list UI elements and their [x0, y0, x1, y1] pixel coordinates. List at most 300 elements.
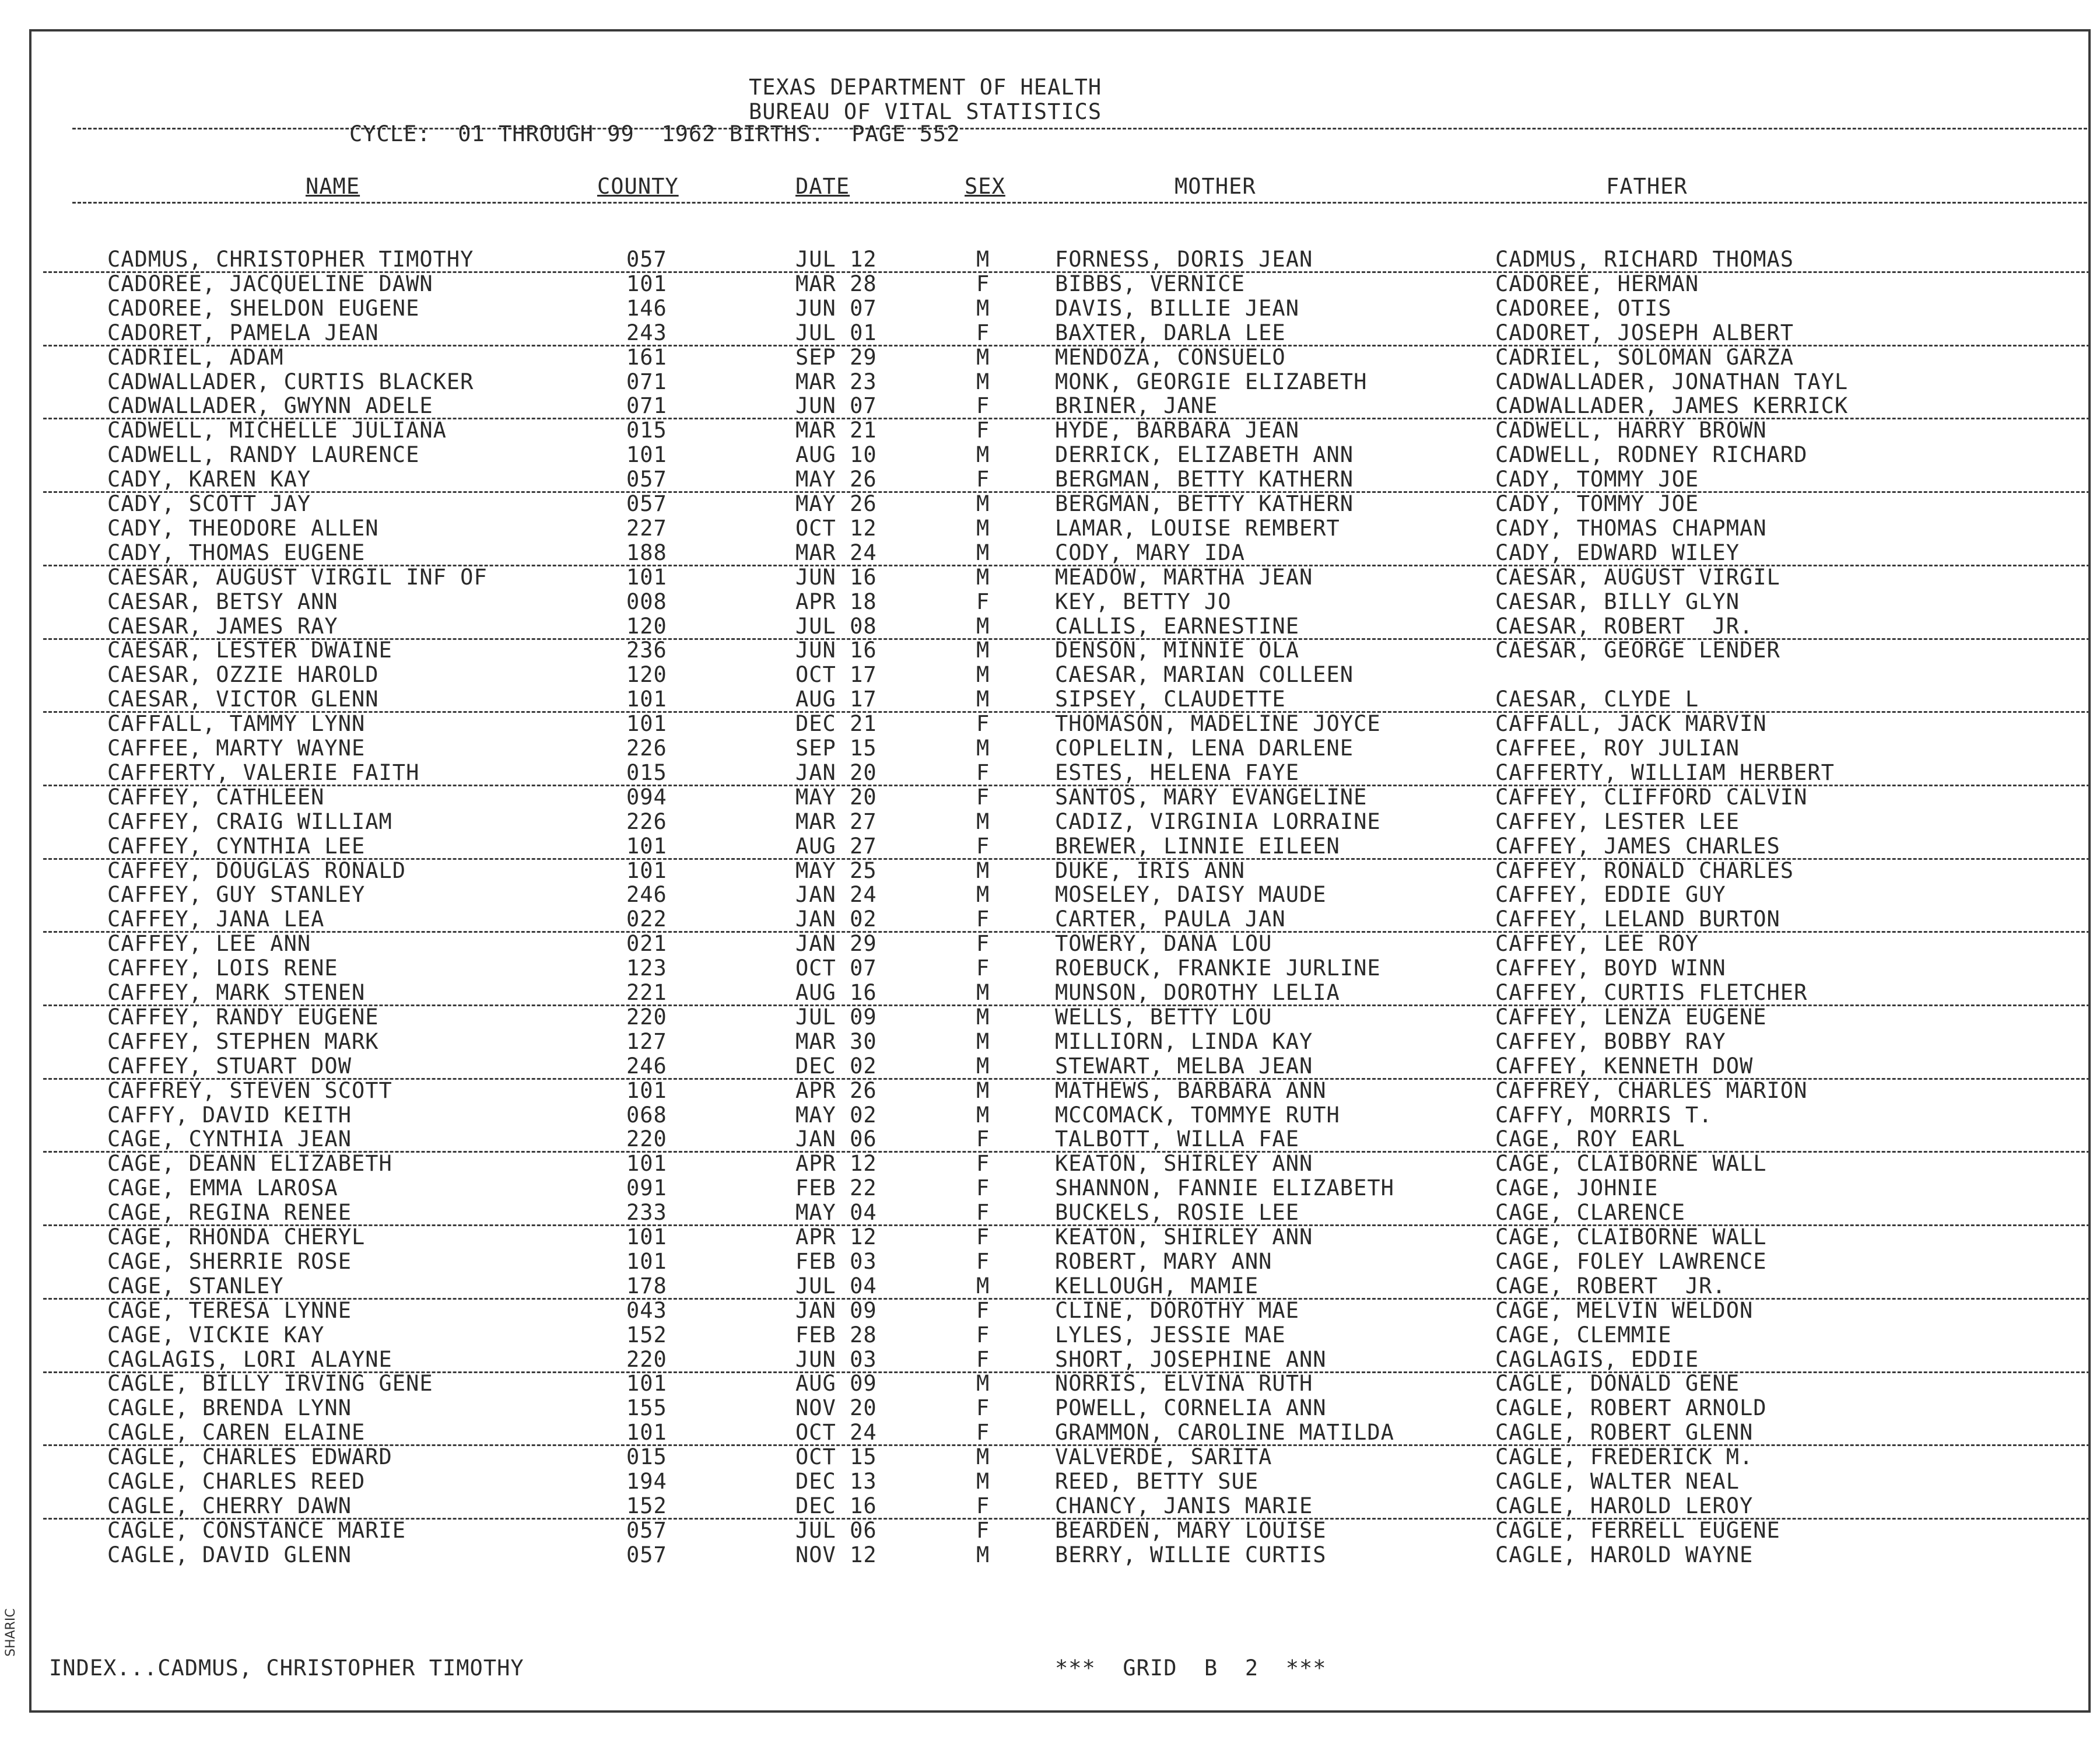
record-mother: CODY, MARY IDA — [1055, 540, 1245, 565]
record-father: CAFFEY, CLIFFORD CALVIN — [1495, 785, 1808, 810]
record-father: CAFFALL, JACK MARVIN — [1495, 711, 1767, 736]
record-mother: ROBERT, MARY ANN — [1055, 1249, 1272, 1274]
record-mother: CHANCY, JANIS MARIE — [1055, 1493, 1313, 1518]
record-row — [31, 859, 2093, 883]
record-mother: POWELL, CORNELIA ANN — [1055, 1395, 1327, 1420]
record-row — [31, 1469, 2093, 1494]
record-county: 155 — [626, 1395, 667, 1420]
record-sex: F — [976, 271, 990, 296]
record-father: CAGLE, FERRELL EUGENE — [1495, 1518, 1780, 1543]
record-row — [31, 272, 2093, 296]
record-name: CAFFEY, DOUGLAS RONALD — [107, 858, 406, 883]
record-county: 178 — [626, 1273, 667, 1298]
record-sex: M — [976, 1371, 990, 1396]
record-date: APR 26 — [795, 1078, 877, 1103]
record-father: CAESAR, CLYDE L — [1495, 687, 1699, 712]
record-mother: BIBBS, VERNICE — [1055, 271, 1245, 296]
record-sex: F — [976, 711, 990, 736]
record-row — [31, 1079, 2093, 1103]
record-father: CADWELL, HARRY BROWN — [1495, 418, 1767, 443]
record-row — [31, 541, 2093, 565]
record-sex: F — [976, 760, 990, 785]
record-mother: MUNSON, DOROTHY LELIA — [1055, 980, 1340, 1005]
record-county: 120 — [626, 614, 667, 639]
record-county: 015 — [626, 760, 667, 785]
record-mother: DENSON, MINNIE OLA — [1055, 638, 1299, 663]
record-row — [31, 1348, 2093, 1372]
record-name: CAGE, STANLEY — [107, 1273, 284, 1298]
record-row — [31, 1543, 2093, 1567]
record-county: 120 — [626, 662, 667, 687]
record-row — [31, 418, 2093, 443]
record-sex: M — [976, 1054, 990, 1079]
record-county: 236 — [626, 638, 667, 663]
record-date: NOV 12 — [795, 1542, 877, 1567]
record-father: CAGLE, FREDERICK M. — [1495, 1444, 1754, 1469]
record-row — [31, 1371, 2093, 1396]
record-father: CAGE, CLARENCE — [1495, 1200, 1685, 1225]
record-sex: M — [976, 687, 990, 712]
record-father: CAFFEY, LESTER LEE — [1495, 809, 1740, 834]
record-mother: BERGMAN, BETTY KATHERN — [1055, 491, 1354, 516]
record-county: 221 — [626, 980, 667, 1005]
record-date: JUL 08 — [795, 614, 877, 639]
record-sex: M — [976, 247, 990, 272]
record-row — [31, 712, 2093, 736]
record-county: 161 — [626, 345, 667, 370]
record-mother: MCCOMACK, TOMMYE RUTH — [1055, 1102, 1340, 1128]
record-row — [31, 1225, 2093, 1250]
record-father: CAGLE, HAROLD LEROY — [1495, 1493, 1754, 1518]
record-date: MAY 04 — [795, 1200, 877, 1225]
record-row — [31, 590, 2093, 614]
record-name: CADWALLADER, CURTIS BLACKER — [107, 369, 474, 394]
record-mother: BRINER, JANE — [1055, 393, 1218, 418]
record-father: CAFFEE, ROY JULIAN — [1495, 736, 1740, 761]
record-row — [31, 1054, 2093, 1079]
record-mother: BERRY, WILLIE CURTIS — [1055, 1542, 1327, 1567]
record-sex: F — [976, 931, 990, 956]
record-mother: SIPSEY, CLAUDETTE — [1055, 687, 1286, 712]
record-mother: DAVIS, BILLIE JEAN — [1055, 296, 1299, 321]
record-father: CAFFEY, LEE ROY — [1495, 931, 1699, 956]
record-mother: LYLES, JESSIE MAE — [1055, 1322, 1286, 1348]
record-sex: M — [976, 614, 990, 639]
record-name: CAGE, TERESA LYNNE — [107, 1298, 352, 1323]
record-sex: F — [976, 1224, 990, 1250]
record-father: CAFFEY, LELAND BURTON — [1495, 907, 1780, 932]
record-date: OCT 12 — [795, 516, 877, 541]
record-mother: REED, BETTY SUE — [1055, 1469, 1259, 1494]
record-sex: M — [976, 565, 990, 590]
record-row — [31, 516, 2093, 541]
record-county: 101 — [626, 1151, 667, 1176]
record-sex: F — [976, 1322, 990, 1348]
record-father: CAESAR, BILLY GLYN — [1495, 589, 1740, 614]
record-mother: BAXTER, DARLA LEE — [1055, 320, 1286, 345]
record-mother: VALVERDE, SARITA — [1055, 1444, 1272, 1469]
record-county: 068 — [626, 1102, 667, 1128]
record-row — [31, 1518, 2093, 1543]
record-county: 146 — [626, 296, 667, 321]
record-name: CAGLE, CAREN ELAINE — [107, 1420, 366, 1445]
record-county: 057 — [626, 1518, 667, 1543]
record-name: CADY, SCOTT JAY — [107, 491, 311, 516]
column-header-divider — [72, 202, 2087, 204]
record-name: CADORET, PAMELA JEAN — [107, 320, 379, 345]
record-row — [31, 1323, 2093, 1348]
record-name: CAESAR, OZZIE HAROLD — [107, 662, 379, 687]
record-mother: CAESAR, MARIAN COLLEEN — [1055, 662, 1354, 687]
agency-title: TEXAS DEPARTMENT OF HEALTH — [749, 75, 1102, 100]
record-county: 220 — [626, 1005, 667, 1030]
record-row — [31, 321, 2093, 345]
index-line: INDEX...CADMUS, CHRISTOPHER TIMOTHY — [49, 1656, 524, 1681]
record-row — [31, 492, 2093, 516]
record-county: 091 — [626, 1175, 667, 1200]
record-father: CAFFEY, JAMES CHARLES — [1495, 834, 1780, 859]
record-father: CAFFERTY, WILLIAM HERBERT — [1495, 760, 1835, 785]
record-row — [31, 785, 2093, 810]
record-sex: M — [976, 662, 990, 687]
column-header-name: NAME — [306, 174, 360, 199]
record-father: CAFFEY, BOBBY RAY — [1495, 1029, 1726, 1054]
record-date: MAY 26 — [795, 467, 877, 492]
record-name: CAFFEY, GUY STANLEY — [107, 882, 366, 907]
record-row — [31, 247, 2093, 272]
record-date: DEC 02 — [795, 1054, 877, 1079]
record-row — [31, 981, 2093, 1005]
document-sheet — [29, 29, 2091, 1713]
record-father: CAFFREY, CHARLES MARION — [1495, 1078, 1808, 1103]
record-name: CAESAR, AUGUST VIRGIL INF OF — [107, 565, 488, 590]
record-date: JUL 04 — [795, 1273, 877, 1298]
record-mother: TALBOTT, WILLA FAE — [1055, 1126, 1299, 1152]
record-county: 227 — [626, 516, 667, 541]
record-row — [31, 1200, 2093, 1225]
record-mother: ESTES, HELENA FAYE — [1055, 760, 1299, 785]
record-date: JUL 12 — [795, 247, 877, 272]
record-father: CAGE, FOLEY LAWRENCE — [1495, 1249, 1767, 1274]
record-county: 246 — [626, 1054, 667, 1079]
record-father: CAFFEY, BOYD WINN — [1495, 956, 1726, 981]
record-mother: BREWER, LINNIE EILEEN — [1055, 834, 1340, 859]
record-name: CADY, KAREN KAY — [107, 467, 311, 492]
record-county: 233 — [626, 1200, 667, 1225]
record-sex: M — [976, 491, 990, 516]
record-sex: F — [976, 907, 990, 932]
record-sex: F — [976, 1175, 990, 1200]
record-name: CAGLE, BILLY IRVING GENE — [107, 1371, 433, 1396]
record-row — [31, 834, 2093, 859]
record-sex: M — [976, 858, 990, 883]
record-county: 101 — [626, 711, 667, 736]
record-sex: M — [976, 540, 990, 565]
record-sex: F — [976, 1518, 990, 1543]
record-father: CAGE, JOHNIE — [1495, 1175, 1659, 1200]
record-row — [31, 1127, 2093, 1152]
record-county: 101 — [626, 1371, 667, 1396]
record-row — [31, 1176, 2093, 1200]
record-name: CAFFALL, TAMMY LYNN — [107, 711, 366, 736]
record-row — [31, 565, 2093, 590]
record-county: 015 — [626, 418, 667, 443]
record-sex: M — [976, 1102, 990, 1128]
record-row — [31, 1250, 2093, 1274]
record-mother: CALLIS, EARNESTINE — [1055, 614, 1299, 639]
record-date: JUL 09 — [795, 1005, 877, 1030]
record-date: MAY 02 — [795, 1102, 877, 1128]
record-county: 194 — [626, 1469, 667, 1494]
record-county: 094 — [626, 785, 667, 810]
record-date: DEC 16 — [795, 1493, 877, 1518]
record-row — [31, 1396, 2093, 1420]
record-date: AUG 17 — [795, 687, 877, 712]
record-sex: F — [976, 1493, 990, 1518]
record-sex: M — [976, 345, 990, 370]
record-county: 043 — [626, 1298, 667, 1323]
record-county: 220 — [626, 1347, 667, 1372]
record-father: CAFFEY, RONALD CHARLES — [1495, 858, 1794, 883]
record-sex: M — [976, 1005, 990, 1030]
record-mother: CARTER, PAULA JAN — [1055, 907, 1286, 932]
record-name: CAESAR, JAMES RAY — [107, 614, 338, 639]
record-name: CAGLE, CHERRY DAWN — [107, 1493, 352, 1518]
record-father: CAGLE, ROBERT GLENN — [1495, 1420, 1754, 1445]
record-name: CAESAR, BETSY ANN — [107, 589, 338, 614]
record-date: OCT 24 — [795, 1420, 877, 1445]
record-date: JUN 03 — [795, 1347, 877, 1372]
record-row — [31, 638, 2093, 663]
record-row — [31, 663, 2093, 687]
record-mother: STEWART, MELBA JEAN — [1055, 1054, 1313, 1079]
record-name: CADWALLADER, GWYNN ADELE — [107, 393, 433, 418]
record-county: 188 — [626, 540, 667, 565]
record-county: 101 — [626, 1420, 667, 1445]
record-date: MAY 20 — [795, 785, 877, 810]
record-row — [31, 687, 2093, 712]
record-date: AUG 27 — [795, 834, 877, 859]
record-county: 057 — [626, 247, 667, 272]
record-sex: M — [976, 809, 990, 834]
record-sex: F — [976, 1298, 990, 1323]
record-name: CAESAR, VICTOR GLENN — [107, 687, 379, 712]
record-name: CAFFEE, MARTY WAYNE — [107, 736, 366, 761]
record-father: CAGE, CLAIBORNE WALL — [1495, 1224, 1767, 1250]
record-father: CAGE, CLEMMIE — [1495, 1322, 1672, 1348]
record-county: 057 — [626, 467, 667, 492]
record-name: CAGLAGIS, LORI ALAYNE — [107, 1347, 392, 1372]
record-father: CAESAR, ROBERT JR. — [1495, 614, 1754, 639]
record-name: CAFFEY, CATHLEEN — [107, 785, 325, 810]
record-mother: DUKE, IRIS ANN — [1055, 858, 1245, 883]
record-mother: SHANNON, FANNIE ELIZABETH — [1055, 1175, 1394, 1200]
record-sex: M — [976, 369, 990, 394]
record-name: CADOREE, SHELDON EUGENE — [107, 296, 420, 321]
record-date: DEC 13 — [795, 1469, 877, 1494]
record-father: CAFFEY, EDDIE GUY — [1495, 882, 1726, 907]
record-father: CAFFEY, KENNETH DOW — [1495, 1054, 1754, 1079]
record-name: CADRIEL, ADAM — [107, 345, 284, 370]
record-date: JAN 29 — [795, 931, 877, 956]
record-date: MAR 28 — [795, 271, 877, 296]
record-father: CAGLE, HAROLD WAYNE — [1495, 1542, 1754, 1567]
record-row — [31, 345, 2093, 370]
record-date: JUN 07 — [795, 393, 877, 418]
record-county: 226 — [626, 809, 667, 834]
record-row — [31, 736, 2093, 761]
record-row — [31, 1420, 2093, 1445]
record-sex: M — [976, 736, 990, 761]
record-date: MAY 26 — [795, 491, 877, 516]
record-date: AUG 09 — [795, 1371, 877, 1396]
record-father: CADOREE, OTIS — [1495, 296, 1672, 321]
record-row — [31, 1005, 2093, 1030]
record-row — [31, 1152, 2093, 1176]
record-mother: CADIZ, VIRGINIA LORRAINE — [1055, 809, 1381, 834]
record-row — [31, 614, 2093, 639]
record-father: CADMUS, RICHARD THOMAS — [1495, 247, 1794, 272]
record-father: CAGLE, ROBERT ARNOLD — [1495, 1395, 1767, 1420]
record-county: 021 — [626, 931, 667, 956]
record-sex: M — [976, 516, 990, 541]
record-date: JAN 24 — [795, 882, 877, 907]
record-date: NOV 20 — [795, 1395, 877, 1420]
record-mother: COPLELIN, LENA DARLENE — [1055, 736, 1354, 761]
record-date: FEB 03 — [795, 1249, 877, 1274]
record-mother: TOWERY, DANA LOU — [1055, 931, 1272, 956]
record-date: JAN 09 — [795, 1298, 877, 1323]
record-name: CADWELL, MICHELLE JULIANA — [107, 418, 447, 443]
record-date: JUN 16 — [795, 565, 877, 590]
record-sex: F — [976, 418, 990, 443]
record-county: 071 — [626, 369, 667, 394]
record-sex: M — [976, 296, 990, 321]
record-date: AUG 10 — [795, 442, 877, 467]
record-county: 101 — [626, 858, 667, 883]
record-county: 226 — [626, 736, 667, 761]
record-county: 071 — [626, 393, 667, 418]
record-sex: F — [976, 1126, 990, 1152]
record-date: MAY 25 — [795, 858, 877, 883]
record-date: OCT 17 — [795, 662, 877, 687]
record-row — [31, 443, 2093, 467]
record-mother: BUCKELS, ROSIE LEE — [1055, 1200, 1299, 1225]
record-sex: F — [976, 956, 990, 981]
record-sex: M — [976, 1078, 990, 1103]
record-sex: F — [976, 1420, 990, 1445]
record-name: CADOREE, JACQUELINE DAWN — [107, 271, 433, 296]
record-mother: ROEBUCK, FRANKIE JURLINE — [1055, 956, 1381, 981]
record-father: CAFFEY, LENZA EUGENE — [1495, 1005, 1767, 1030]
record-name: CAGE, SHERRIE ROSE — [107, 1249, 352, 1274]
record-mother: DERRICK, ELIZABETH ANN — [1055, 442, 1354, 467]
record-name: CADY, THOMAS EUGENE — [107, 540, 366, 565]
record-mother: BEARDEN, MARY LOUISE — [1055, 1518, 1327, 1543]
record-mother: LAMAR, LOUISE REMBERT — [1055, 516, 1340, 541]
record-name: CAFFEY, LEE ANN — [107, 931, 311, 956]
record-date: JAN 02 — [795, 907, 877, 932]
record-name: CAGE, CYNTHIA JEAN — [107, 1126, 352, 1152]
record-father: CAFFEY, CURTIS FLETCHER — [1495, 980, 1808, 1005]
record-mother: MEADOW, MARTHA JEAN — [1055, 565, 1313, 590]
record-row — [31, 1103, 2093, 1128]
record-name: CAGE, DEANN ELIZABETH — [107, 1151, 392, 1176]
record-father: CAESAR, GEORGE LENDER — [1495, 638, 1780, 663]
record-row — [31, 761, 2093, 785]
record-father: CAGE, CLAIBORNE WALL — [1495, 1151, 1767, 1176]
record-row — [31, 1298, 2093, 1323]
column-header-date: DATE — [795, 174, 850, 199]
record-date: MAR 23 — [795, 369, 877, 394]
record-mother: MENDOZA, CONSUELO — [1055, 345, 1286, 370]
record-mother: FORNESS, DORIS JEAN — [1055, 247, 1313, 272]
record-sex: F — [976, 589, 990, 614]
record-date: APR 12 — [795, 1224, 877, 1250]
record-date: MAR 21 — [795, 418, 877, 443]
record-row — [31, 1274, 2093, 1298]
record-mother: HYDE, BARBARA JEAN — [1055, 418, 1299, 443]
record-mother: NORRIS, ELVINA RUTH — [1055, 1371, 1313, 1396]
record-name: CAFFEY, CRAIG WILLIAM — [107, 809, 392, 834]
record-county: 101 — [626, 1224, 667, 1250]
record-county: 008 — [626, 589, 667, 614]
record-county: 152 — [626, 1322, 667, 1348]
record-father: CAFFY, MORRIS T. — [1495, 1102, 1713, 1128]
record-name: CAFFEY, MARK STENEN — [107, 980, 366, 1005]
record-father: CADY, EDWARD WILEY — [1495, 540, 1740, 565]
record-name: CAGE, VICKIE KAY — [107, 1322, 325, 1348]
record-sex: F — [976, 1200, 990, 1225]
record-mother: KEATON, SHIRLEY ANN — [1055, 1151, 1313, 1176]
record-father: CADORET, JOSEPH ALBERT — [1495, 320, 1794, 345]
record-date: FEB 22 — [795, 1175, 877, 1200]
record-sex: M — [976, 1444, 990, 1469]
record-father: CADY, TOMMY JOE — [1495, 467, 1699, 492]
record-date: JUL 06 — [795, 1518, 877, 1543]
record-county: 101 — [626, 565, 667, 590]
record-date: FEB 28 — [795, 1322, 877, 1348]
grid-marker: *** GRID B 2 *** — [1055, 1656, 1327, 1681]
record-father: CAGE, MELVIN WELDON — [1495, 1298, 1754, 1323]
record-county: 022 — [626, 907, 667, 932]
record-sex: M — [976, 1469, 990, 1494]
record-row — [31, 370, 2093, 394]
record-county: 101 — [626, 834, 667, 859]
record-father: CADY, TOMMY JOE — [1495, 491, 1699, 516]
record-father: CAESAR, AUGUST VIRGIL — [1495, 565, 1780, 590]
record-date: MAR 27 — [795, 809, 877, 834]
record-sex: M — [976, 980, 990, 1005]
record-father: CAGLE, WALTER NEAL — [1495, 1469, 1740, 1494]
record-name: CAGLE, CONSTANCE MARIE — [107, 1518, 406, 1543]
record-county: 220 — [626, 1126, 667, 1152]
record-date: OCT 07 — [795, 956, 877, 981]
record-date: JUL 01 — [795, 320, 877, 345]
record-date: APR 12 — [795, 1151, 877, 1176]
record-sex: M — [976, 1273, 990, 1298]
record-father: CADOREE, HERMAN — [1495, 271, 1699, 296]
record-name: CAFFY, DAVID KEITH — [107, 1102, 352, 1128]
record-name: CAGE, EMMA LAROSA — [107, 1175, 338, 1200]
record-name: CADMUS, CHRISTOPHER TIMOTHY — [107, 247, 474, 272]
record-father: CAGE, ROY EARL — [1495, 1126, 1685, 1152]
record-name: CAGLE, CHARLES EDWARD — [107, 1444, 392, 1469]
record-row — [31, 883, 2093, 907]
record-date: JAN 06 — [795, 1126, 877, 1152]
record-county: 127 — [626, 1029, 667, 1054]
record-name: CAESAR, LESTER DWAINE — [107, 638, 392, 663]
